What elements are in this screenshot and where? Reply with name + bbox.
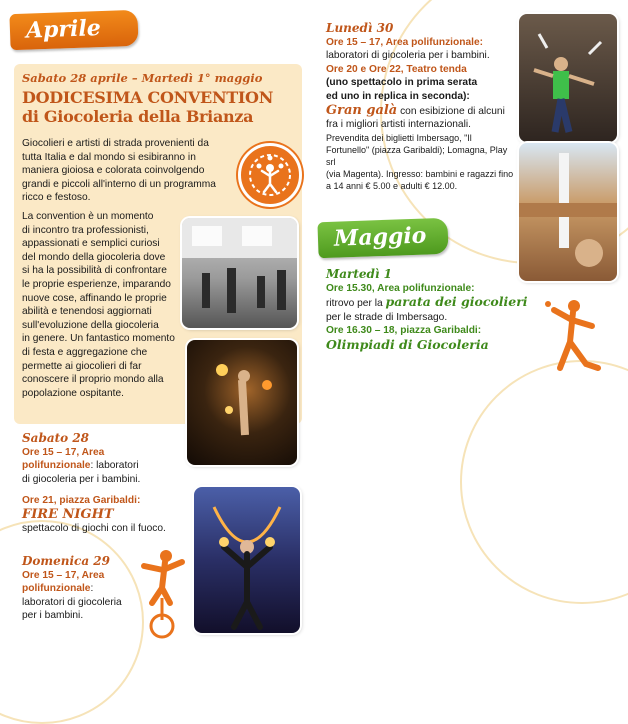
convention-title-line2: di Giocoleria della Brianza — [22, 107, 254, 126]
photo-fire-juggler — [187, 340, 297, 465]
convention-title-line1: DODICESIMA CONVENTION — [22, 88, 274, 107]
sabato-section: Sabato 28 Ore 15 – 17, Area polifunzionale: laboratori di giocoleria per i bambini. Ore 21, piazza Garibaldi: FIRE NIGHT spettacolo di giochi con il fuoco. — [22, 431, 166, 534]
domenica-section: Domenica 29 Ore 15 – 17, Area polifunzionale: laboratori di giocoleria per i bambini. — [22, 554, 122, 622]
convention-description: La convention è un momento di incontro tra professionisti, appassionati e semplici curiosi del mondo della giocoleria dove si ha la possibilità di confrontare le proprie esperienze, imparando nuove cose, affinando le proprie abilità e tenendosi aggiornati sull'evoluzione della giocoleria in genere. Un fantastico momento di festa e aggregazione che permette ai giocolieri di far conoscere il proprio mondo alla popolazione ospitante. — [22, 211, 175, 399]
convention-intro: Giocolieri e artisti di strada provenienti da tutta Italia e dal mondo si esibiranno in maniera gioiosa e colorata coinvolgendo grandi e piccoli all'interno di un programma ricco e festoso. — [22, 138, 216, 204]
unicyclist-icon — [130, 548, 190, 640]
juggler-logo-icon — [238, 143, 302, 207]
photo-balance-performer — [519, 143, 617, 281]
decorative-swirl — [460, 360, 628, 604]
lunedi-section: Lunedì 30 Ore 15 – 17, Area polifunzionale: laboratori di giocoleria per i bambini. Ore 20 e Ore 22, Teatro tenda (uno spettacolo in prima serata ed uno in replica in seconda): Gran galà con esibizione di alcuni fra i migliori artisti internazionali. Prevendita dei biglietti Imbersago, "Il Fortunello" (piazza Garibaldi); Lomagna, Play srl (via Magenta). Ingresso: bambini e ragazzi fino a 14 anni € 5.00 e adulti € 12.00. — [326, 21, 514, 191]
photo-fire-night — [194, 487, 300, 633]
maggio-section: Martedì 1 Ore 15.30, Area polifunzionale: ritrovo per la parata dei giocolieri per le strade di Imbersago. Ore 16.30 – 18, piazza Garibaldi: Olimpiadi di Giocoleria — [326, 267, 528, 352]
month-tag-maggio: Maggio — [317, 218, 448, 259]
juggler-silhouette-icon — [540, 296, 610, 382]
photo-club-juggler — [519, 14, 617, 142]
month-tag-aprile: Aprile — [9, 10, 138, 50]
photo-gym-juggling — [182, 218, 297, 328]
convention-dates: Sabato 28 aprile – Martedì 1° maggio — [22, 71, 263, 85]
